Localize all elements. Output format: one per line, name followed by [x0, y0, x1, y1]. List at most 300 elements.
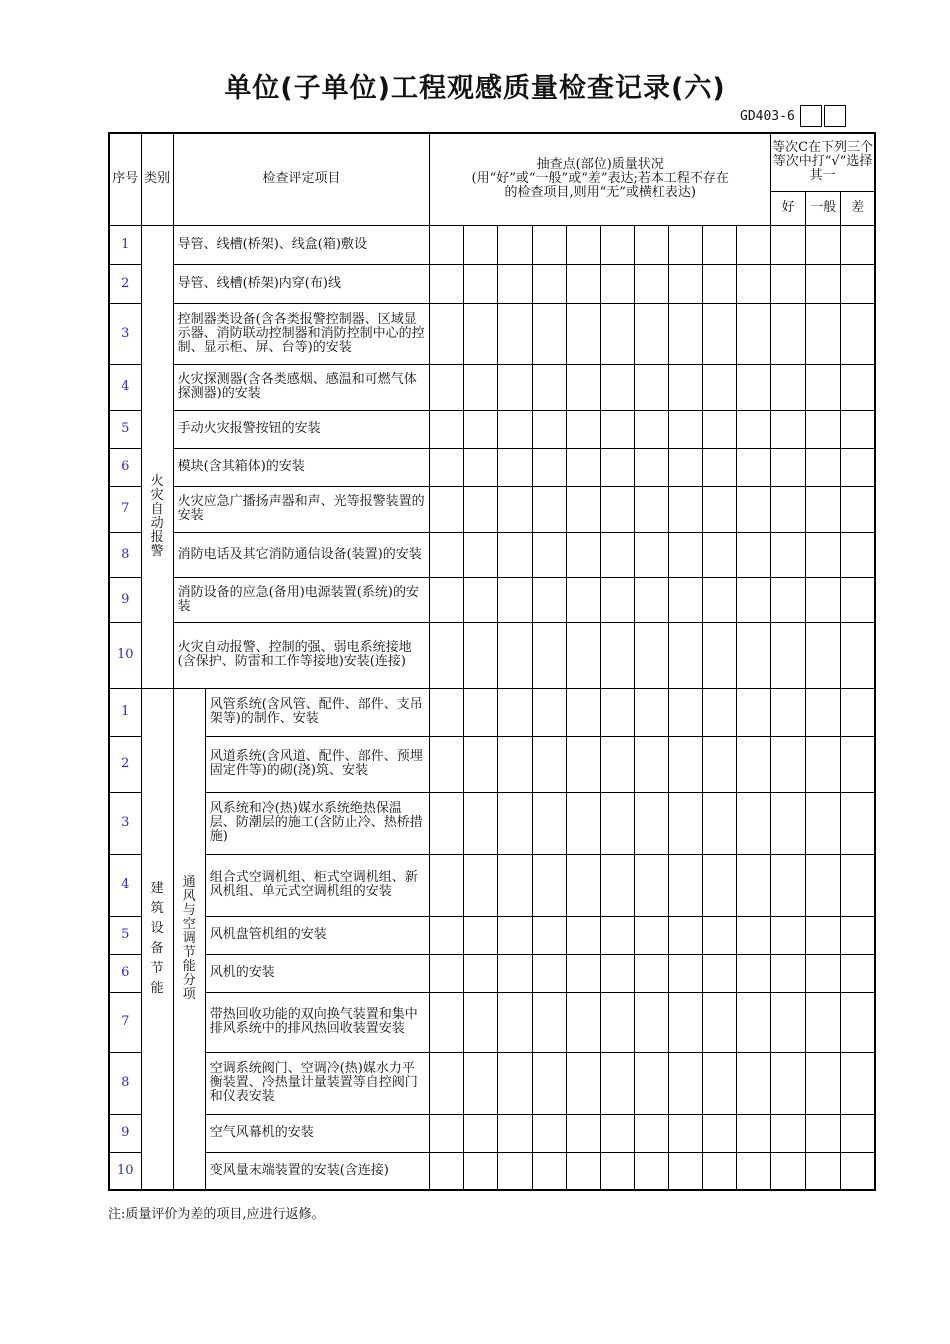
check-cell[interactable]: [668, 954, 702, 992]
check-cell[interactable]: [634, 486, 668, 532]
check-cell[interactable]: [566, 792, 600, 854]
check-cell[interactable]: [464, 532, 498, 577]
check-cell[interactable]: [532, 736, 566, 792]
check-cell[interactable]: [600, 303, 634, 364]
check-cell[interactable]: [668, 264, 702, 303]
check-cell[interactable]: [600, 410, 634, 448]
check-cell[interactable]: [702, 448, 736, 486]
check-cell[interactable]: [430, 486, 464, 532]
check-cell[interactable]: [737, 954, 771, 992]
check-cell[interactable]: [498, 364, 532, 410]
check-cell[interactable]: [737, 410, 771, 448]
check-cell[interactable]: [634, 1114, 668, 1152]
vertical-char: 动: [150, 515, 164, 531]
grade-good-cell[interactable]: [771, 264, 806, 303]
check-cell[interactable]: [532, 225, 566, 264]
check-cell[interactable]: [464, 264, 498, 303]
grade-normal-cell[interactable]: [806, 916, 841, 954]
row-item: 模块(含其箱体)的安装: [173, 448, 430, 486]
check-cell[interactable]: [702, 577, 736, 622]
grade-normal-cell[interactable]: [806, 1152, 841, 1190]
grade-good-cell[interactable]: [771, 410, 806, 448]
check-cell[interactable]: [702, 410, 736, 448]
check-cell[interactable]: [634, 854, 668, 916]
check-cell[interactable]: [668, 688, 702, 736]
check-cell[interactable]: [498, 264, 532, 303]
row-seq: 2: [109, 264, 141, 303]
check-cell[interactable]: [702, 688, 736, 736]
check-cell[interactable]: [634, 954, 668, 992]
grade-normal-cell[interactable]: [806, 992, 841, 1052]
vertical-char: 设: [150, 920, 164, 936]
row-seq: 10: [109, 622, 141, 688]
row-seq: 3: [109, 792, 141, 854]
check-cell[interactable]: [566, 225, 600, 264]
check-cell[interactable]: [737, 448, 771, 486]
check-cell[interactable]: [532, 1152, 566, 1190]
check-cell[interactable]: [702, 954, 736, 992]
check-cell[interactable]: [566, 622, 600, 688]
check-cell[interactable]: [532, 532, 566, 577]
check-cell[interactable]: [634, 303, 668, 364]
check-cell[interactable]: [532, 688, 566, 736]
sampling-line-2: (用“好”或“一般”或“差”表达;若本工程不存在: [471, 171, 729, 187]
check-cell[interactable]: [532, 792, 566, 854]
check-cell[interactable]: [702, 992, 736, 1052]
check-cell[interactable]: [634, 1052, 668, 1114]
check-cell[interactable]: [634, 916, 668, 954]
table-row: [109, 410, 875, 448]
check-cell[interactable]: [566, 532, 600, 577]
check-cell[interactable]: [737, 532, 771, 577]
row-seq: 1: [109, 688, 141, 736]
check-cell[interactable]: [702, 364, 736, 410]
check-cell[interactable]: [532, 410, 566, 448]
check-cell[interactable]: [634, 736, 668, 792]
row-seq: 2: [109, 736, 141, 792]
grade-normal-cell[interactable]: [806, 486, 841, 532]
check-cell[interactable]: [668, 225, 702, 264]
check-cell[interactable]: [600, 486, 634, 532]
grade-poor-cell[interactable]: [841, 486, 875, 532]
table-row: [109, 622, 875, 688]
check-cell[interactable]: [566, 854, 600, 916]
grade-normal-cell[interactable]: [806, 688, 841, 736]
check-cell[interactable]: [737, 854, 771, 916]
check-cell[interactable]: [566, 303, 600, 364]
grade-normal-cell[interactable]: [806, 622, 841, 688]
check-cell[interactable]: [600, 448, 634, 486]
check-cell[interactable]: [532, 992, 566, 1052]
grade-poor-cell[interactable]: [841, 992, 875, 1052]
check-cell[interactable]: [430, 410, 464, 448]
row-seq: 6: [109, 954, 141, 992]
check-cell[interactable]: [634, 448, 668, 486]
check-cell[interactable]: [566, 1114, 600, 1152]
grade-good-cell[interactable]: [771, 1114, 806, 1152]
check-cell[interactable]: [668, 448, 702, 486]
check-cell[interactable]: [566, 1152, 600, 1190]
check-cell[interactable]: [668, 364, 702, 410]
check-cell[interactable]: [498, 916, 532, 954]
check-cell[interactable]: [600, 1052, 634, 1114]
check-cell[interactable]: [600, 688, 634, 736]
check-cell[interactable]: [600, 916, 634, 954]
check-cell[interactable]: [634, 264, 668, 303]
check-cell[interactable]: [737, 364, 771, 410]
check-cell[interactable]: [634, 1152, 668, 1190]
check-cell[interactable]: [464, 736, 498, 792]
check-cell[interactable]: [668, 1114, 702, 1152]
check-cell[interactable]: [566, 688, 600, 736]
grade-good-cell[interactable]: [771, 954, 806, 992]
check-cell[interactable]: [668, 577, 702, 622]
check-cell[interactable]: [430, 854, 464, 916]
grade-normal-cell[interactable]: [806, 1114, 841, 1152]
grade-good-cell[interactable]: [771, 792, 806, 854]
check-cell[interactable]: [566, 410, 600, 448]
check-cell[interactable]: [737, 792, 771, 854]
grade-good-cell[interactable]: [771, 1052, 806, 1114]
grade-good-cell[interactable]: [771, 736, 806, 792]
check-cell[interactable]: [498, 1114, 532, 1152]
check-cell[interactable]: [600, 577, 634, 622]
check-cell[interactable]: [498, 532, 532, 577]
check-cell[interactable]: [737, 992, 771, 1052]
check-cell[interactable]: [668, 1052, 702, 1114]
check-cell[interactable]: [430, 532, 464, 577]
check-cell[interactable]: [498, 622, 532, 688]
grade-poor-cell[interactable]: [841, 225, 875, 264]
check-cell[interactable]: [532, 264, 566, 303]
check-cell[interactable]: [566, 264, 600, 303]
grade-poor-cell[interactable]: [841, 954, 875, 992]
check-cell[interactable]: [498, 688, 532, 736]
check-cell[interactable]: [430, 688, 464, 736]
grade-poor-cell[interactable]: [841, 410, 875, 448]
grade-good-cell[interactable]: [771, 448, 806, 486]
grade-normal-cell[interactable]: [806, 1052, 841, 1114]
table-row: [109, 577, 875, 622]
check-cell[interactable]: [668, 854, 702, 916]
check-cell[interactable]: [702, 486, 736, 532]
check-cell[interactable]: [464, 954, 498, 992]
header-sampling: [430, 133, 771, 225]
grade-normal-cell[interactable]: [806, 364, 841, 410]
check-cell[interactable]: [532, 622, 566, 688]
check-cell[interactable]: [668, 992, 702, 1052]
check-cell[interactable]: [498, 854, 532, 916]
check-cell[interactable]: [532, 448, 566, 486]
check-cell[interactable]: [498, 410, 532, 448]
check-cell[interactable]: [464, 992, 498, 1052]
grade-poor-cell[interactable]: [841, 264, 875, 303]
grade-good-cell[interactable]: [771, 364, 806, 410]
grade-normal-cell[interactable]: [806, 448, 841, 486]
category-building-equipment-energy: [141, 688, 173, 1190]
check-cell[interactable]: [430, 364, 464, 410]
check-cell[interactable]: [702, 736, 736, 792]
check-cell[interactable]: [600, 954, 634, 992]
check-cell[interactable]: [532, 364, 566, 410]
grade-poor-cell[interactable]: [841, 532, 875, 577]
check-cell[interactable]: [634, 622, 668, 688]
row-seq: 1: [109, 225, 141, 264]
grade-poor-cell[interactable]: [841, 1152, 875, 1190]
grade-poor-cell[interactable]: [841, 303, 875, 364]
check-cell[interactable]: [464, 410, 498, 448]
page-title: 单位(子单位)工程观感质量检查记录(六): [224, 73, 726, 104]
check-cell[interactable]: [737, 916, 771, 954]
check-cell[interactable]: [532, 486, 566, 532]
check-cell[interactable]: [532, 303, 566, 364]
check-cell[interactable]: [430, 1152, 464, 1190]
check-cell[interactable]: [600, 1152, 634, 1190]
grade-good-cell[interactable]: [771, 1152, 806, 1190]
check-cell[interactable]: [498, 736, 532, 792]
grade-good-cell[interactable]: [771, 992, 806, 1052]
vertical-char: 备: [150, 940, 164, 956]
check-cell[interactable]: [430, 303, 464, 364]
check-cell[interactable]: [600, 364, 634, 410]
grade-normal-cell[interactable]: [806, 577, 841, 622]
check-cell[interactable]: [702, 854, 736, 916]
check-cell[interactable]: [737, 688, 771, 736]
check-cell[interactable]: [668, 303, 702, 364]
row-item: 风道系统(含风道、配件、部件、预埋固定件等)的砌(浇)筑、安装: [205, 736, 430, 792]
grade-good-cell[interactable]: [771, 622, 806, 688]
check-cell[interactable]: [464, 577, 498, 622]
check-cell[interactable]: [566, 448, 600, 486]
check-cell[interactable]: [464, 688, 498, 736]
check-cell[interactable]: [737, 264, 771, 303]
check-cell[interactable]: [566, 577, 600, 622]
check-cell[interactable]: [532, 577, 566, 622]
grade-poor-cell[interactable]: [841, 916, 875, 954]
check-cell[interactable]: [702, 1114, 736, 1152]
vertical-char: 筑: [150, 900, 164, 916]
check-cell[interactable]: [566, 992, 600, 1052]
grade-poor-cell[interactable]: [841, 792, 875, 854]
sampling-line-3: 的检查项目,则用“无”或横杠表达): [504, 185, 696, 201]
check-cell[interactable]: [634, 410, 668, 448]
table-row: [109, 364, 875, 410]
check-cell[interactable]: [464, 792, 498, 854]
code-box-1[interactable]: [800, 105, 822, 127]
check-cell[interactable]: [498, 1052, 532, 1114]
check-cell[interactable]: [737, 303, 771, 364]
vertical-char: 项: [182, 986, 196, 1002]
grade-poor-cell[interactable]: [841, 736, 875, 792]
check-cell[interactable]: [430, 577, 464, 622]
check-cell[interactable]: [702, 532, 736, 577]
check-cell[interactable]: [600, 792, 634, 854]
check-cell[interactable]: [566, 916, 600, 954]
check-cell[interactable]: [634, 688, 668, 736]
grade-good-cell[interactable]: [771, 916, 806, 954]
check-cell[interactable]: [430, 622, 464, 688]
check-cell[interactable]: [464, 854, 498, 916]
table-row: [109, 303, 875, 364]
check-cell[interactable]: [702, 264, 736, 303]
form-code: GD403-6: [740, 108, 795, 124]
check-cell[interactable]: [668, 792, 702, 854]
header-grade-title: 等次C在下列三个等次中打“√”选择其一: [771, 133, 875, 191]
check-cell[interactable]: [634, 225, 668, 264]
check-cell[interactable]: [532, 954, 566, 992]
check-cell[interactable]: [498, 1152, 532, 1190]
check-cell[interactable]: [702, 1152, 736, 1190]
check-cell[interactable]: [566, 364, 600, 410]
check-cell[interactable]: [430, 736, 464, 792]
check-cell[interactable]: [668, 532, 702, 577]
check-cell[interactable]: [430, 992, 464, 1052]
grade-good-cell[interactable]: [771, 303, 806, 364]
check-cell[interactable]: [600, 532, 634, 577]
subcategory-hvac-energy: [173, 688, 205, 1190]
grade-normal-cell[interactable]: [806, 225, 841, 264]
row-item: 变风量末端装置的安装(含连接): [205, 1152, 430, 1190]
grade-poor-cell[interactable]: [841, 448, 875, 486]
check-cell[interactable]: [702, 916, 736, 954]
check-cell[interactable]: [600, 736, 634, 792]
check-cell[interactable]: [532, 854, 566, 916]
check-cell[interactable]: [464, 364, 498, 410]
check-cell[interactable]: [498, 303, 532, 364]
check-cell[interactable]: [498, 225, 532, 264]
vertical-char: 警: [150, 543, 164, 559]
check-cell[interactable]: [668, 410, 702, 448]
grade-good-cell[interactable]: [771, 225, 806, 264]
check-cell[interactable]: [668, 736, 702, 792]
check-cell[interactable]: [464, 1114, 498, 1152]
vertical-char: 分: [182, 972, 196, 988]
grade-normal-cell[interactable]: [806, 954, 841, 992]
grade-good-cell[interactable]: [771, 577, 806, 622]
check-cell[interactable]: [430, 264, 464, 303]
row-item: 空气风幕机的安装: [205, 1114, 430, 1152]
grade-poor-cell[interactable]: [841, 364, 875, 410]
grade-poor-cell[interactable]: [841, 622, 875, 688]
grade-poor-cell[interactable]: [841, 1114, 875, 1152]
table-row: [109, 916, 875, 954]
check-cell[interactable]: [498, 992, 532, 1052]
check-cell[interactable]: [702, 1052, 736, 1114]
grade-poor-cell[interactable]: [841, 854, 875, 916]
grade-poor-cell[interactable]: [841, 1052, 875, 1114]
check-cell[interactable]: [566, 954, 600, 992]
check-cell[interactable]: [702, 225, 736, 264]
check-cell[interactable]: [668, 622, 702, 688]
grade-good-cell[interactable]: [771, 486, 806, 532]
check-cell[interactable]: [634, 532, 668, 577]
grade-good-cell[interactable]: [771, 854, 806, 916]
check-cell[interactable]: [737, 1114, 771, 1152]
check-cell[interactable]: [634, 992, 668, 1052]
grade-normal-cell[interactable]: [806, 792, 841, 854]
header-item: 检查评定项目: [173, 133, 430, 225]
check-cell[interactable]: [737, 225, 771, 264]
grade-normal-cell[interactable]: [806, 410, 841, 448]
check-cell[interactable]: [737, 1052, 771, 1114]
check-cell[interactable]: [430, 1052, 464, 1114]
grade-poor-cell[interactable]: [841, 577, 875, 622]
vertical-char: 自: [150, 501, 164, 517]
grade-normal-cell[interactable]: [806, 532, 841, 577]
check-cell[interactable]: [737, 736, 771, 792]
check-cell[interactable]: [430, 916, 464, 954]
grade-good-cell[interactable]: [771, 532, 806, 577]
check-cell[interactable]: [634, 577, 668, 622]
check-cell[interactable]: [532, 1052, 566, 1114]
grade-normal-cell[interactable]: [806, 303, 841, 364]
check-cell[interactable]: [498, 792, 532, 854]
check-cell[interactable]: [464, 916, 498, 954]
table-row: [109, 448, 875, 486]
check-cell[interactable]: [464, 622, 498, 688]
check-cell[interactable]: [430, 448, 464, 486]
check-cell[interactable]: [464, 1052, 498, 1114]
check-cell[interactable]: [737, 1152, 771, 1190]
check-cell[interactable]: [464, 303, 498, 364]
check-cell[interactable]: [430, 225, 464, 264]
check-cell[interactable]: [634, 792, 668, 854]
check-cell[interactable]: [566, 486, 600, 532]
grade-poor-cell[interactable]: [841, 688, 875, 736]
check-cell[interactable]: [702, 622, 736, 688]
check-cell[interactable]: [634, 364, 668, 410]
check-cell[interactable]: [498, 448, 532, 486]
grade-normal-cell[interactable]: [806, 736, 841, 792]
check-cell[interactable]: [600, 992, 634, 1052]
check-cell[interactable]: [702, 792, 736, 854]
check-cell[interactable]: [668, 486, 702, 532]
check-cell[interactable]: [498, 954, 532, 992]
vertical-char: 建: [150, 880, 164, 896]
check-cell[interactable]: [737, 577, 771, 622]
check-cell[interactable]: [566, 736, 600, 792]
check-cell[interactable]: [737, 622, 771, 688]
check-cell[interactable]: [464, 448, 498, 486]
inspection-table: [108, 132, 876, 1191]
check-cell[interactable]: [430, 954, 464, 992]
check-cell[interactable]: [430, 1114, 464, 1152]
check-cell[interactable]: [600, 264, 634, 303]
check-cell[interactable]: [702, 303, 736, 364]
check-cell[interactable]: [464, 486, 498, 532]
grade-normal-cell[interactable]: [806, 854, 841, 916]
check-cell[interactable]: [464, 225, 498, 264]
check-cell[interactable]: [600, 622, 634, 688]
check-cell[interactable]: [464, 1152, 498, 1190]
grade-normal-cell[interactable]: [806, 264, 841, 303]
check-cell[interactable]: [566, 1052, 600, 1114]
check-cell[interactable]: [668, 1152, 702, 1190]
check-cell[interactable]: [498, 486, 532, 532]
code-box-2[interactable]: [824, 105, 846, 127]
check-cell[interactable]: [498, 577, 532, 622]
check-cell[interactable]: [668, 916, 702, 954]
vertical-char: 能: [182, 958, 196, 974]
grade-good-cell[interactable]: [771, 688, 806, 736]
check-cell[interactable]: [532, 916, 566, 954]
check-cell[interactable]: [600, 854, 634, 916]
check-cell[interactable]: [737, 486, 771, 532]
check-cell[interactable]: [430, 792, 464, 854]
check-cell[interactable]: [600, 225, 634, 264]
check-cell[interactable]: [600, 1114, 634, 1152]
check-cell[interactable]: [532, 1114, 566, 1152]
